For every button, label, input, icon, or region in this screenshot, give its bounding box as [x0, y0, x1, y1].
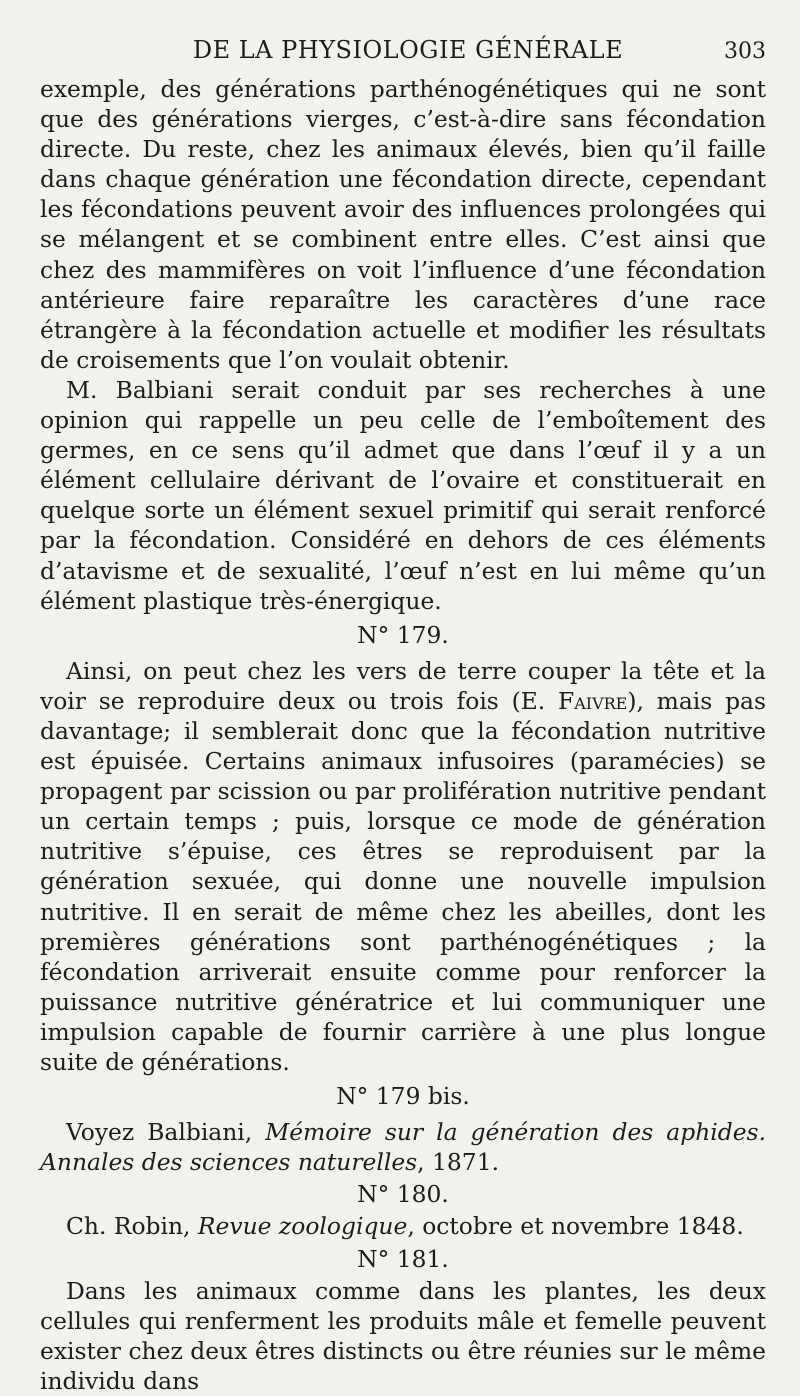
- reference-180: [40, 1211, 766, 1241]
- author-name: Faivre: [557, 686, 628, 715]
- note-number-179: N° 179.: [357, 620, 449, 649]
- paragraph-balbiani: M. Balbiani serait conduit par ses recherches à une opinion qui rappelle un peu celle de l’emboîtement des germes, en ce sens qu’il admet que dans l’œuf il y a un élément cellulaire dérivant de l’ovaire et constituerait en quelque sorte un élément sexuel primitif qui serait renforcé par la fécondation. Considéré en dehors de ces éléments d’atavisme et de sexualité, l’œuf n’est en lui même qu’un élément plastique très-énergique.: [40, 375, 766, 615]
- text-segment: ), mais pas davantage; il semblerait donc que la fécondation nutritive est épuisée. Certains animaux infusoires (paramécies) se propagent par scission ou par prolifération nutritive pendant un certain temps ; puis, lorsque ce mode de génération nutritive s’épuise, ces êtres se reproduisent par la génération sexuée, qui donne une nouvelle impulsion nutritive. Il en serait de même chez les abeilles, dont les premières générations sont parthénogénétiques ; la fécondation arriverait ensuite comme pour renforcer la puissance nutritive génératrice et lui communiquer une impulsion capable de fournir carrière à une plus longue suite de générations.: [40, 686, 766, 1076]
- paragraph-vers-de-terre: [40, 656, 766, 1077]
- ref-title: Revue zoologique: [197, 1212, 408, 1241]
- paragraph-continued: exemple, des générations parthénogénétiques qui ne sont que des générations vierges, c’est-à-dire sans fécondation directe. Du reste, chez les animaux élevés, bien qu’il faille dans chaque génération une fécondation directe, cependant les fécondations peuvent avoir des influences prolongées qui se mélangent et se combinent entre elles. C’est ainsi que chez des mammifères on voit l’influence d’une fécondation antérieure faire reparaître les caractères d’une race étrangère à la fécondation actuelle et modifier les résultats de croisements que l’on voulait obtenir.: [40, 75, 766, 374]
- reference-179-bis: [40, 1117, 766, 1177]
- text-segment: Ainsi, on peut chez les vers de terre couper la tête et la voir se reproduire deux ou trois fois (E.: [40, 656, 766, 715]
- ref-year: , 1871.: [417, 1148, 500, 1177]
- ref-author: Voyez Balbiani,: [66, 1118, 266, 1147]
- page-number: 303: [724, 39, 766, 64]
- running-header: [40, 36, 766, 74]
- note-number-181: N° 181.: [357, 1244, 449, 1273]
- ref-date: , octobre et novembre 1848.: [407, 1212, 744, 1241]
- ref-author: Ch. Robin,: [66, 1212, 198, 1241]
- ref-title: Mémoire sur la génération des aphides. Annales des sciences naturelles: [40, 1118, 767, 1177]
- note-number-180: N° 180.: [357, 1180, 449, 1209]
- paragraph-cellules: Dans les animaux comme dans les plantes, les deux cellules qui renferment les produits mâle et femelle peuvent exister chez deux êtres distincts ou être réunies sur le même individu dans: [40, 1276, 766, 1395]
- running-title: DE LA PHYSIOLOGIE GÉNÉRALE: [192, 36, 624, 64]
- note-number-179-bis: N° 179 bis.: [336, 1082, 470, 1111]
